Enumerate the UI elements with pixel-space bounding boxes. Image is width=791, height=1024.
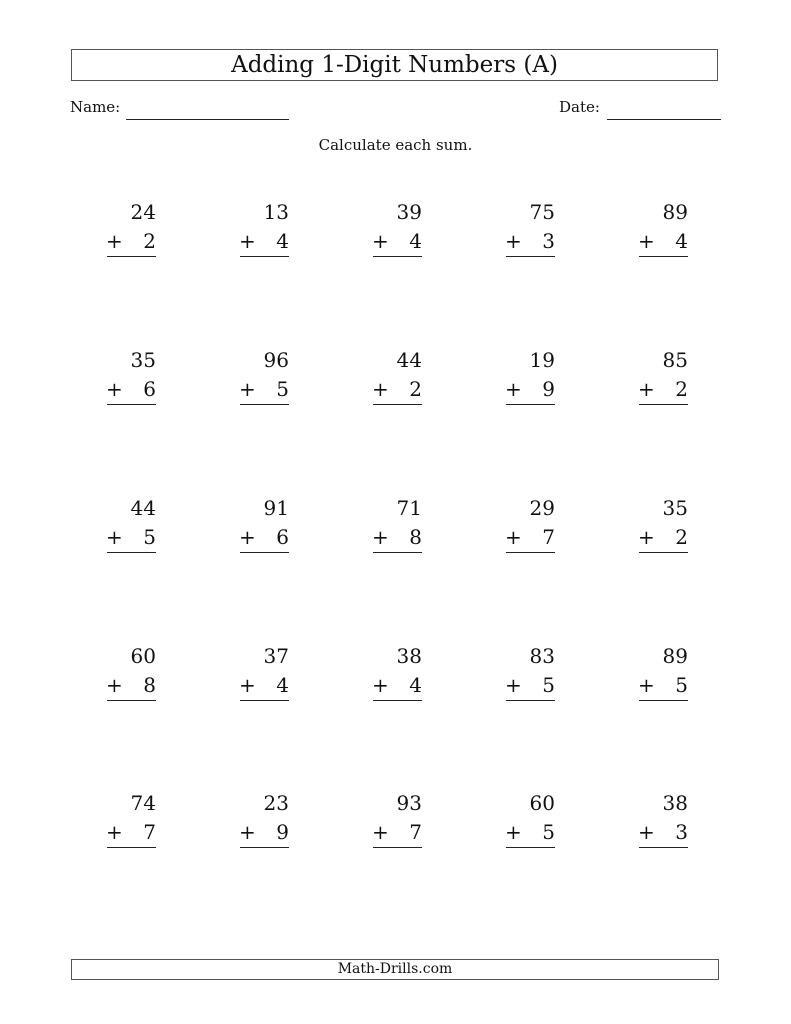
addend-bottom: 2 (675, 377, 688, 401)
addend-top: 44 (396, 348, 422, 372)
addend-top: 24 (130, 200, 156, 224)
addend-top: 38 (396, 644, 422, 668)
addend-bottom: 3 (542, 229, 555, 253)
plus-sign: + (638, 377, 655, 401)
problem (372, 200, 422, 260)
answer-line (506, 404, 555, 405)
addend-bottom: 5 (276, 377, 289, 401)
problem (372, 496, 422, 556)
plus-sign: + (505, 229, 522, 253)
plus-sign: + (239, 525, 256, 549)
answer-line (639, 256, 688, 257)
answer-line (506, 847, 555, 848)
addend-top: 96 (263, 348, 289, 372)
plus-sign: + (106, 820, 123, 844)
plus-sign: + (505, 525, 522, 549)
addend-bottom: 9 (276, 820, 289, 844)
problem (239, 791, 289, 851)
problem (239, 644, 289, 704)
addend-top: 60 (529, 791, 555, 815)
answer-line (240, 404, 289, 405)
addend-bottom: 7 (409, 820, 422, 844)
instructions: Calculate each sum. (318, 136, 473, 154)
problem (372, 644, 422, 704)
answer-line (107, 847, 156, 848)
problem (372, 791, 422, 851)
answer-line (373, 552, 422, 553)
problem (372, 348, 422, 408)
addend-bottom: 2 (675, 525, 688, 549)
plus-sign: + (638, 673, 655, 697)
addend-bottom: 5 (143, 525, 156, 549)
answer-line (373, 700, 422, 701)
name-blank-line[interactable] (126, 119, 289, 120)
addend-top: 13 (263, 200, 289, 224)
problem (638, 348, 688, 408)
answer-line (373, 404, 422, 405)
date-label: Date: (559, 98, 600, 116)
answer-line (240, 552, 289, 553)
problem (106, 791, 156, 851)
addend-bottom: 2 (143, 229, 156, 253)
addend-top: 85 (662, 348, 688, 372)
addend-top: 75 (529, 200, 555, 224)
answer-line (639, 404, 688, 405)
addend-bottom: 7 (143, 820, 156, 844)
addend-top: 29 (529, 496, 555, 520)
problem (638, 496, 688, 556)
plus-sign: + (239, 820, 256, 844)
problem (505, 644, 555, 704)
problem (106, 496, 156, 556)
addend-bottom: 5 (542, 820, 555, 844)
addend-bottom: 6 (143, 377, 156, 401)
plus-sign: + (106, 673, 123, 697)
problem (106, 644, 156, 704)
answer-line (639, 552, 688, 553)
plus-sign: + (638, 820, 655, 844)
answer-line (107, 404, 156, 405)
plus-sign: + (106, 525, 123, 549)
addend-bottom: 9 (542, 377, 555, 401)
problem (239, 496, 289, 556)
problem (239, 200, 289, 260)
addend-bottom: 5 (675, 673, 688, 697)
answer-line (506, 256, 555, 257)
addend-top: 35 (130, 348, 156, 372)
plus-sign: + (372, 229, 389, 253)
addend-bottom: 4 (675, 229, 688, 253)
plus-sign: + (239, 229, 256, 253)
plus-sign: + (505, 377, 522, 401)
addend-top: 89 (662, 200, 688, 224)
footer-source: Math-Drills.com (71, 959, 719, 980)
plus-sign: + (638, 525, 655, 549)
answer-line (373, 256, 422, 257)
addend-top: 23 (263, 791, 289, 815)
addend-top: 91 (263, 496, 289, 520)
problem (638, 200, 688, 260)
answer-line (373, 847, 422, 848)
date-blank-line[interactable] (607, 119, 721, 120)
plus-sign: + (106, 377, 123, 401)
addend-top: 35 (662, 496, 688, 520)
addend-top: 44 (130, 496, 156, 520)
addend-top: 74 (130, 791, 156, 815)
problem (505, 791, 555, 851)
addend-bottom: 4 (409, 229, 422, 253)
problem (505, 200, 555, 260)
addend-bottom: 6 (276, 525, 289, 549)
addend-top: 83 (529, 644, 555, 668)
answer-line (240, 700, 289, 701)
addend-bottom: 2 (409, 377, 422, 401)
plus-sign: + (106, 229, 123, 253)
addend-bottom: 5 (542, 673, 555, 697)
plus-sign: + (372, 673, 389, 697)
addend-top: 93 (396, 791, 422, 815)
answer-line (506, 552, 555, 553)
addend-top: 38 (662, 791, 688, 815)
addend-bottom: 8 (409, 525, 422, 549)
problem (239, 348, 289, 408)
plus-sign: + (372, 820, 389, 844)
addend-top: 60 (130, 644, 156, 668)
answer-line (107, 256, 156, 257)
worksheet-title: Adding 1-Digit Numbers (A) (71, 49, 718, 81)
answer-line (506, 700, 555, 701)
answer-line (107, 700, 156, 701)
answer-line (639, 700, 688, 701)
addend-top: 37 (263, 644, 289, 668)
plus-sign: + (372, 525, 389, 549)
plus-sign: + (638, 229, 655, 253)
addend-top: 19 (529, 348, 555, 372)
plus-sign: + (505, 820, 522, 844)
addend-bottom: 4 (276, 673, 289, 697)
answer-line (240, 256, 289, 257)
addend-bottom: 3 (675, 820, 688, 844)
problem (106, 348, 156, 408)
plus-sign: + (239, 673, 256, 697)
answer-line (639, 847, 688, 848)
problem (638, 791, 688, 851)
answer-line (107, 552, 156, 553)
addend-bottom: 4 (409, 673, 422, 697)
plus-sign: + (239, 377, 256, 401)
plus-sign: + (505, 673, 522, 697)
problem (505, 496, 555, 556)
addend-bottom: 4 (276, 229, 289, 253)
answer-line (240, 847, 289, 848)
addend-top: 71 (396, 496, 422, 520)
plus-sign: + (372, 377, 389, 401)
name-label: Name: (70, 98, 121, 116)
addend-bottom: 7 (542, 525, 555, 549)
addend-bottom: 8 (143, 673, 156, 697)
problem (106, 200, 156, 260)
addend-top: 89 (662, 644, 688, 668)
problem (505, 348, 555, 408)
problem (638, 644, 688, 704)
addend-top: 39 (396, 200, 422, 224)
